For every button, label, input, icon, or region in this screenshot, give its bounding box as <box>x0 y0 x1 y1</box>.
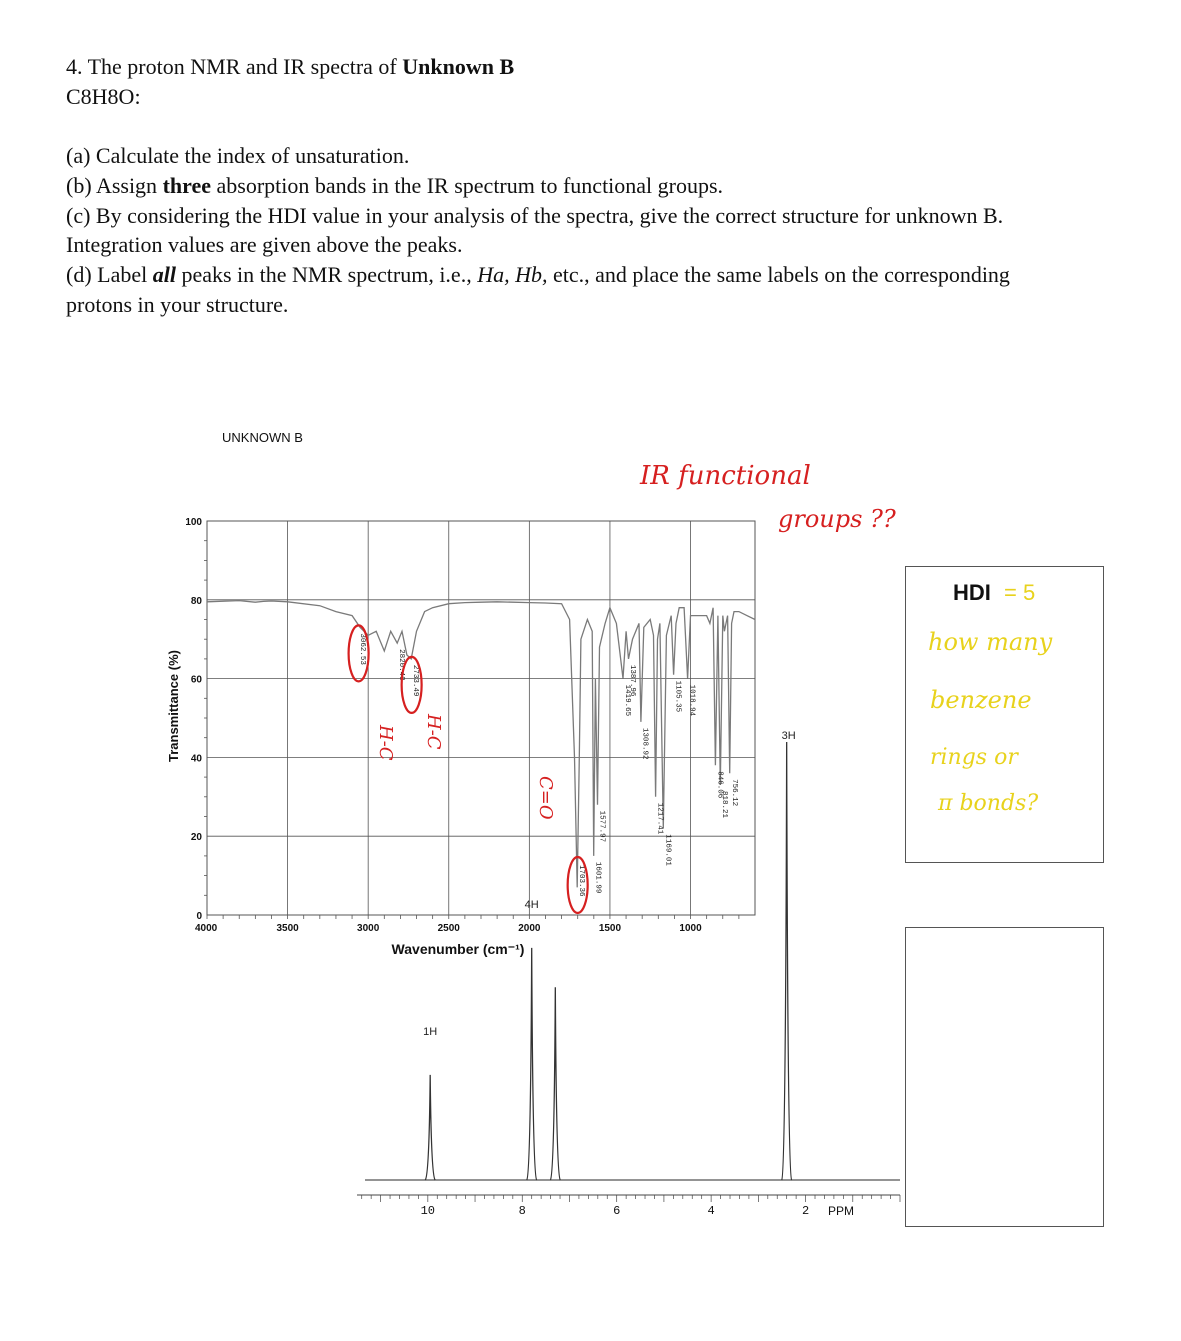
part-c-line1: (c) By considering the HDI value in your analysis of the spectra, give the correct structure for unknown B. <box>66 203 1004 228</box>
ir-plot-frame <box>207 521 755 915</box>
part-b-suffix: absorption bands in the IR spectrum to functional groups. <box>211 173 724 198</box>
ir-functional-groups-note-line1: IR functional <box>640 461 811 491</box>
ir-peak-label <box>730 779 738 806</box>
ir-peak-value: 3062.53 <box>358 633 367 665</box>
unknown-b-label: Unknown B <box>402 54 515 79</box>
ir-y-tick-label: 60 <box>190 674 202 686</box>
ir-y-tick-label: 0 <box>196 911 202 922</box>
ir-peak-value: 1387.96 <box>627 664 636 697</box>
ir-peak-label <box>641 728 649 760</box>
nmr-peak <box>550 987 560 1180</box>
part-b-prefix: (b) Assign <box>66 173 163 198</box>
part-c-line2: Integration values are given above the peaks. <box>66 232 463 257</box>
ir-peak-label <box>720 791 728 819</box>
ir-peak-labels <box>349 625 738 913</box>
nmr-tick-label: 8 <box>518 1204 526 1218</box>
ir-grid <box>207 521 755 915</box>
ir-y-tick-label: 80 <box>190 595 202 607</box>
ir-peak-value: 1169.01 <box>663 834 672 866</box>
ir-peak-value: 846.06 <box>715 771 724 799</box>
ir-peak-label <box>687 685 695 717</box>
nmr-tick-label: 4 <box>707 1204 715 1218</box>
ir-peak-value: 1308.92 <box>640 727 649 760</box>
part-a: (a) Calculate the index of unsaturation. <box>66 143 410 168</box>
nmr-tick-label: 10 <box>420 1204 436 1218</box>
nmr-tick-label: 2 <box>801 1204 810 1218</box>
ir-y-tick-label: 100 <box>185 517 202 528</box>
nmr-integration-label: 1H <box>423 1025 438 1038</box>
note-line-2: benzene <box>930 686 1032 714</box>
ir-peak-value: 1577.97 <box>597 810 606 843</box>
ir-peak-label <box>349 625 369 681</box>
ir-peak-value: 1601.99 <box>593 861 602 894</box>
carbonyl-label: C=O <box>535 776 556 820</box>
hdi-label: HDI <box>953 580 991 605</box>
nmr-tick-label: 6 <box>613 1204 621 1218</box>
note-line-3: rings or <box>930 745 1018 770</box>
ir-x-tick-label: 3000 <box>357 923 380 934</box>
part-d-bold: all <box>152 262 176 287</box>
ir-x-tick-label: 1000 <box>679 923 702 934</box>
ir-peak-label <box>655 803 663 835</box>
note-line-4: π bonds? <box>938 791 1039 816</box>
part-d-suffix: etc., and place the same labels on the corresponding <box>547 262 1010 287</box>
ir-peak-value: 1703.36 <box>577 865 586 897</box>
ir-peak-value: 818.21 <box>719 790 728 818</box>
ir-x-tick-label: 3500 <box>276 923 299 934</box>
ir-peak-label <box>674 681 682 713</box>
nmr-integration-label: 3H <box>781 730 796 742</box>
ir-chart-title: UNKNOWN B <box>222 430 303 445</box>
part-d-line2: protons in your structure. <box>66 292 289 317</box>
ir-peak-label <box>663 834 671 866</box>
ir-x-axis-label: Wavenumber (cm⁻¹) <box>391 941 525 957</box>
ir-peak-value: 1217.41 <box>655 802 664 835</box>
ir-peak-label <box>568 857 588 913</box>
nmr-integration-label: 4H <box>524 898 539 911</box>
ir-peak-label <box>597 811 605 843</box>
ir-x-tick-label: 4000 <box>195 923 218 934</box>
ir-peak-value: 2733.49 <box>411 664 420 697</box>
ir-y-tick-label: 40 <box>190 753 202 765</box>
ch-stretch-label-1: H-C <box>375 725 396 761</box>
part-b-bold: three <box>162 173 212 198</box>
ir-peak-value: 2820.48 <box>397 649 406 681</box>
nmr-axis <box>357 1180 900 1218</box>
ir-y-tick-label: 20 <box>190 832 202 844</box>
ir-peak-value: 1105.35 <box>673 680 682 713</box>
part-d-italic: Ha, Hb, <box>477 262 548 287</box>
ir-peak-value: 756.12 <box>729 779 738 807</box>
ch-stretch-label-2: H-C <box>423 714 444 750</box>
ir-peak-value: 1018.94 <box>687 684 696 717</box>
ir-spectrum-line <box>207 601 755 888</box>
ir-x-tick-label: 2000 <box>518 923 541 934</box>
part-d-mid: peaks in the NMR spectrum, i.e., <box>175 262 478 287</box>
ir-peak-label <box>628 665 636 697</box>
ir-peak-label <box>594 862 602 894</box>
ir-functional-groups-note-line2: groups ?? <box>778 505 896 533</box>
hdi-value: = 5 <box>1004 580 1036 605</box>
nmr-peak <box>425 1075 435 1180</box>
question-title-prefix: 4. The proton NMR and IR spectra of <box>66 54 403 79</box>
note-line-1: how many <box>928 628 1053 656</box>
nmr-x-axis-label: PPM <box>828 1204 855 1218</box>
ir-x-tick-label: 2500 <box>437 923 460 934</box>
ir-peak-value: 1419.65 <box>622 684 631 717</box>
ir-y-axis-label: Transmittance (%) <box>166 650 181 762</box>
molecular-formula: C8H8O: <box>66 84 141 109</box>
ir-peak-label <box>402 657 422 713</box>
part-d-prefix: (d) Label <box>66 262 153 287</box>
ir-x-tick-label: 1500 <box>598 923 622 934</box>
